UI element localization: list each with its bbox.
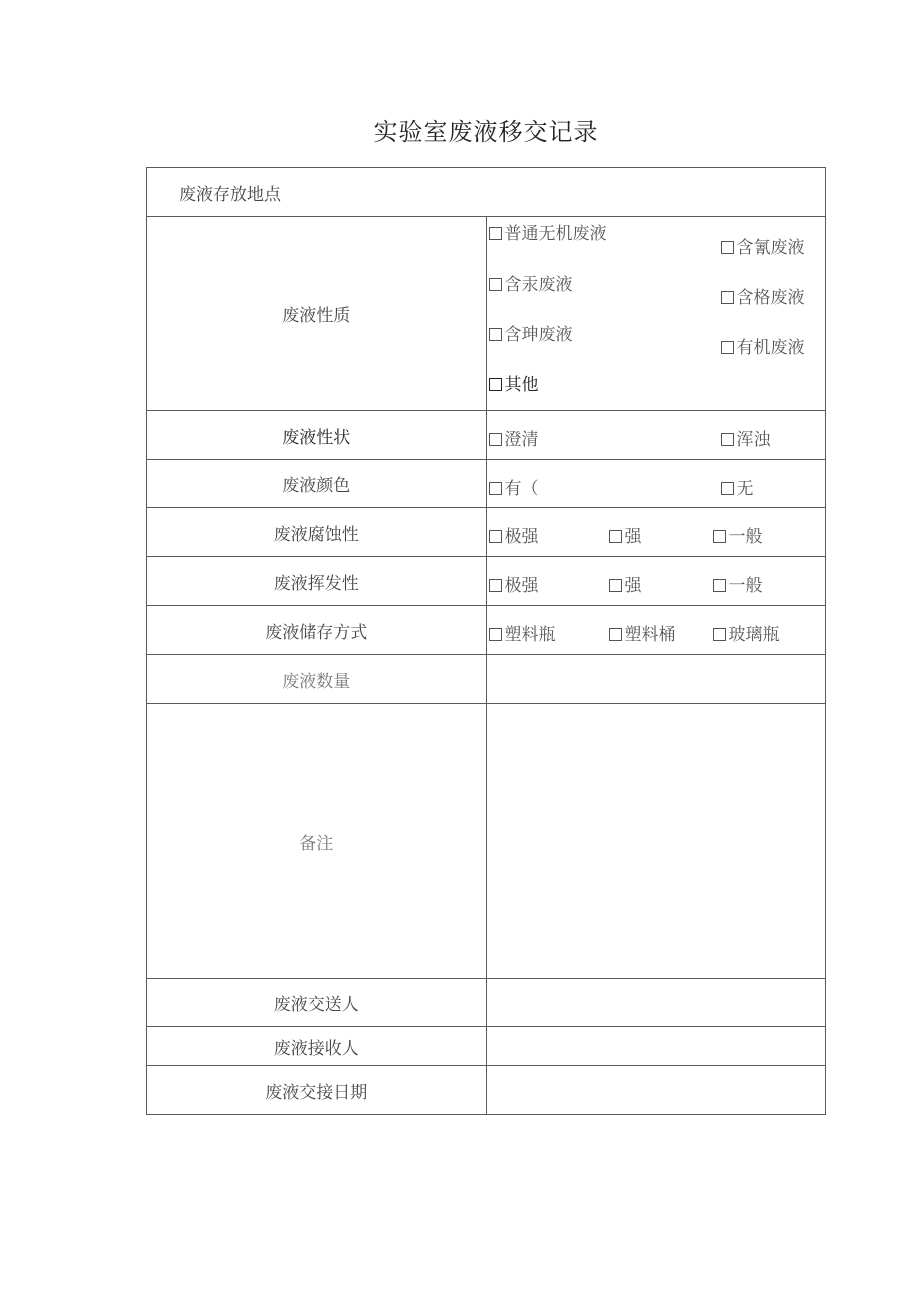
checkbox[interactable] (489, 482, 502, 495)
option-label: 含珅废液 (504, 325, 573, 345)
checkbox[interactable] (489, 628, 502, 641)
row-storage (147, 606, 826, 655)
appearance-label-text: 废液性状 (282, 427, 351, 448)
option-label: 有机废液 (736, 338, 805, 358)
option-plastic-bottle[interactable] (489, 620, 556, 645)
sender-label (147, 979, 487, 1027)
appearance-label (147, 411, 487, 460)
sender-label-text: 废液交送人 (273, 995, 359, 1015)
remarks-label-text: 备注 (299, 833, 334, 854)
option-label: 含氰废液 (736, 238, 805, 258)
row-sender (147, 979, 826, 1027)
quantity-label-text: 废液数量 (282, 671, 351, 692)
option-label: 极强 (504, 527, 539, 547)
row-date (147, 1066, 826, 1115)
checkbox[interactable] (721, 433, 734, 446)
option-label: 强 (624, 527, 642, 547)
row-receiver (147, 1027, 826, 1066)
nature-options (486, 217, 826, 411)
option-label: 含格废液 (736, 288, 805, 308)
option-label: 浑浊 (736, 430, 771, 450)
volatile-label (147, 557, 487, 606)
checkbox[interactable] (489, 530, 502, 543)
row-volatile (147, 557, 826, 606)
appearance-options (486, 411, 826, 460)
checkbox[interactable] (721, 241, 734, 254)
option-label: 有（ (504, 479, 539, 499)
option-volatile-normal[interactable] (713, 571, 763, 596)
remarks-label (147, 704, 487, 979)
volatile-options (486, 557, 826, 606)
checkbox[interactable] (489, 278, 502, 291)
row-location (147, 168, 826, 217)
option-label: 无 (736, 479, 754, 499)
option-no-color[interactable] (721, 474, 754, 499)
option-label: 强 (624, 576, 642, 596)
option-corrosive-strong[interactable] (609, 522, 642, 547)
option-label: 极强 (504, 576, 539, 596)
option-cyanide[interactable] (721, 233, 805, 258)
option-label: 澄清 (504, 430, 539, 450)
color-label-text: 废液颜色 (282, 476, 351, 496)
color-options (486, 460, 826, 508)
date-field[interactable] (486, 1066, 826, 1115)
option-turbid[interactable] (721, 425, 771, 450)
row-corrosive (147, 508, 826, 557)
receiver-label-text: 废液接收人 (273, 1038, 359, 1059)
nature-label (147, 217, 487, 411)
checkbox[interactable] (489, 328, 502, 341)
option-inorganic[interactable] (489, 219, 607, 244)
storage-label (147, 606, 487, 655)
option-label: 塑料桶 (624, 625, 676, 645)
option-label: 其他 (504, 375, 539, 395)
checkbox[interactable] (721, 341, 734, 354)
checkbox[interactable] (713, 530, 726, 543)
location-label (147, 168, 826, 217)
checkbox[interactable] (713, 628, 726, 641)
volatile-label-text: 废液挥发性 (273, 573, 359, 594)
row-color (147, 460, 826, 508)
quantity-field[interactable] (486, 655, 826, 704)
option-clear[interactable] (489, 425, 539, 450)
option-label: 普通无机废液 (504, 224, 607, 244)
quantity-label (147, 655, 487, 704)
option-corrosive-very-strong[interactable] (489, 522, 539, 547)
color-label (147, 460, 487, 508)
corrosive-label-text: 废液腐蚀性 (273, 524, 359, 545)
option-plastic-bucket[interactable] (609, 620, 676, 645)
checkbox[interactable] (713, 579, 726, 592)
remarks-field[interactable] (486, 704, 826, 979)
option-corrosive-normal[interactable] (713, 522, 763, 547)
option-arsenic[interactable] (489, 320, 573, 345)
corrosive-label (147, 508, 487, 557)
checkbox[interactable] (721, 482, 734, 495)
option-has-color[interactable] (489, 474, 539, 499)
row-appearance (147, 411, 826, 460)
receiver-field[interactable] (486, 1027, 826, 1066)
date-label-text: 废液交接日期 (265, 1082, 368, 1103)
option-label: 塑料瓶 (504, 625, 556, 645)
checkbox[interactable] (721, 291, 734, 304)
option-label: 含汞废液 (504, 275, 573, 295)
sender-field[interactable] (486, 979, 826, 1027)
corrosive-options (486, 508, 826, 557)
row-quantity (147, 655, 826, 704)
checkbox[interactable] (609, 628, 622, 641)
option-label: 玻璃瓶 (728, 625, 780, 645)
row-remarks (147, 704, 826, 979)
nature-label-text: 废液性质 (282, 306, 351, 326)
checkbox[interactable] (609, 579, 622, 592)
date-label (147, 1066, 487, 1115)
location-label-text: 废液存放地点 (179, 184, 281, 205)
option-label: 一般 (728, 527, 763, 547)
checkbox[interactable] (489, 579, 502, 592)
checkbox[interactable] (609, 530, 622, 543)
option-mercury[interactable] (489, 270, 573, 295)
checkbox[interactable] (489, 227, 502, 240)
storage-options (486, 606, 826, 655)
option-volatile-strong[interactable] (609, 571, 642, 596)
checkbox[interactable] (489, 378, 502, 391)
option-organic[interactable] (721, 333, 805, 358)
receiver-label (147, 1027, 487, 1066)
checkbox[interactable] (489, 433, 502, 446)
storage-label-text: 废液储存方式 (265, 622, 368, 643)
option-label: 一般 (728, 576, 763, 596)
option-other[interactable] (489, 370, 539, 395)
document-title: 实验室废液移交记录 (373, 118, 599, 146)
option-glass-bottle[interactable] (713, 620, 780, 645)
waste-transfer-form (146, 167, 826, 1115)
option-chromium[interactable] (721, 283, 805, 308)
option-volatile-very-strong[interactable] (489, 571, 539, 596)
row-nature (147, 217, 826, 411)
